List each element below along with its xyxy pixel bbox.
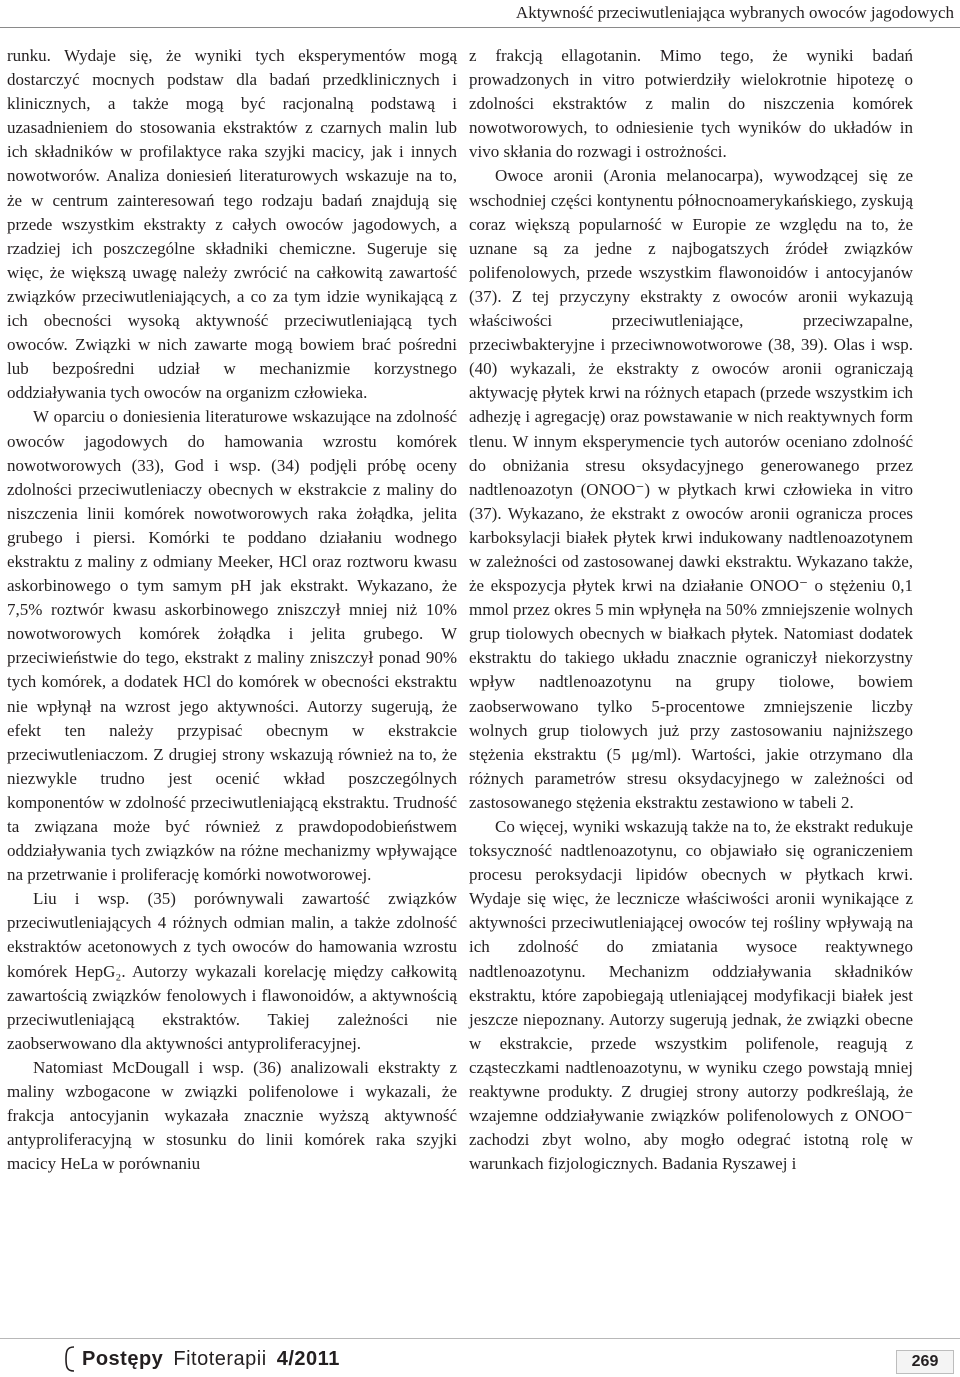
journal-name-2: Fitoterapii: [173, 1348, 267, 1370]
footer-rule: [0, 1338, 960, 1339]
header-rule: [0, 27, 960, 28]
bracket-ornament-icon: [64, 1346, 76, 1372]
paragraph: z frakcją ellagotanin. Mimo tego, że wyniki badań prowadzonych in vitro potwierdziły wielokrotnie hipotezę o zdolności ekstraktów z malin do niszczenia komórek nowotworowych, to odniesienie tych wyników do układów in vivo skłania do rozwagi i ostrożności.: [469, 46, 913, 162]
page-number: 269: [896, 1350, 954, 1374]
journal-issue: 4/2011: [276, 1348, 340, 1370]
paragraph: W oparciu o doniesienia literaturowe wskazujące na zdolność owoców jagodowych do hamowania wzrostu komórek nowotworowych (33), God i wsp. (34) podjęli próbę oceny zdolności przeciwutleniaczy obecnych w ekstrakcie z maliny do niszczenia linii komórek nowotworowych raka żołądka, jelita grubego i piersi. Komórki te poddano działaniu wodnego ekstraktu z maliny z odmiany Meeker, HCl oraz roztworu kwasu askorbinowego o tym samym pH jak ekstrakt. Wykazano, że 7,5% roztwór kwasu askorbinowego zniszczył mniej niż 10% nowotworowych komórek żołądka i jelita grubego. W przeciwieństwie do tego, ekstrakt z maliny zniszczył ponad 90% tych komórek, a dodatek HCl do komórek w obecności ekstraktu nie wpłynął na wzrost jego aktywności. Autorzy sugerują, że efekt ten należy przypisać obecnym w ekstrakcie przeciwutleniaczom. Z drugiej strony wskazują również na to, że niezwykle trudno jest ocenić wkład poszczególnych komponentów w zdolność przeciwutleniającą ekstraktu. Trudność ta związana może być również z prawdopodobieństwem oddziaływania tych związków na różne mechanizmy wpływające na przetrwanie i proliferację komórki nowotworowej.: [7, 407, 457, 885]
paragraph: runku. Wydaje się, że wyniki tych eksperymentów mogą dostarczyć mocnych podstaw dla badań przedklinicznych i klinicznych, a także mogą być racjonalną podstawą i uzasadnieniem do stosowania ekstraktów z czarnych malin lub ich składników w profilaktyce raka szyjki macicy, jak i innych nowotworów. Analiza doniesień literaturowych wskazuje na to, że w centrum zainteresowań tego rodzaju badań znajdują się przede wszystkim ekstrakty z całych owoców jagodowych, a rzadziej ich poszczególne składniki chemiczne. Sugeruje się więc, że większą uwagę należy zwrócić na całkowitą zawartość związków przeciwutleniających, a co za tym idzie wynikającą z ich obecności wysoką aktywność przeciwutleniającą tych owoców. Związki w nich zawarte mogą bowiem brać pośredni lub bezpośredni udział w mechanizmie korzystnego oddziaływania tych owoców na organizm człowieka.: [7, 46, 457, 403]
paragraph: Natomiast McDougall i wsp. (36) analizowali ekstrakty z maliny wzbogacone w związki polifenolowe i wykazali, że frakcja antocyjanin wykazała znacznie wyższą aktywność antyproliferacyjną w stosunku do linii komórek raka szyjki macicy HeLa w porównaniu: [7, 1057, 457, 1174]
paragraph: Liu i wsp. (35) porównywali zawartość związków przeciwutleniających 4 różnych odmian malin, a także zdolność ekstraktów acetonowych z tych owoców do hamowania wzrostu komórek HepG₂. Autorzy wykazali korelację między całkowitą zawartością związków fenolowych i flawonoidów, a aktywnością przeciwutleniającą ekstraktów. Takiej zależności nie zaobserwowano dla aktywności antyproliferacyjnej.: [7, 889, 457, 1053]
right-column: [469, 44, 913, 1176]
running-title: Aktywność przeciwutleniająca wybranych owoców jagodowych: [515, 3, 954, 22]
left-column: [7, 44, 457, 1176]
paragraph: Owoce aronii (Aronia melanocarpa), wywodzącej się ze wschodniej części kontynentu północnoamerykańskiego, zyskują coraz większą popularność w Europie ze względu na to, że uznane są za jedne z najbogatszych źródeł związków polifenolowych, przede wszystkim flawonoidów i antocyjanów (37). Z tej przyczyny ekstrakty z owoców aronii wykazują właściwości przeciwutleniające, przeciwzapalne, przeciwbakteryjne i przeciwnowotworowe (38, 39). Olas i wsp. (40) wykazali, że ekstrakty z owoców aronii ograniczają aktywację płytek krwi na różnych etapach (przede wszystkim ich adhezję i agregację) oraz powstawanie w nich reaktywnych form tlenu. W innym eksperymencie tych autorów oceniano zdolność do obniżania stresu oksydacyjnego generowanego przez nadtlenoazotyn (ONOO⁻) w płytkach krwi człowieka in vitro (37). Wykazano, że ekstrakt z owoców aronii ogranicza proces karboksylacji białek płytek krwi indukowany nadtlenoazotynem w zależności od zastosowanej dawki ekstraktu. Wykazano także, że ekspozycja płytek krwi na działanie ONOO⁻ o stężeniu 0,1 mmol przez okres 5 min wpłynęła na 50% zmniejszenie wolnych grup tiolowych obecnych w białkach płytek. Natomiast dodatek ekstraktu do takiego układu znacznie ograniczył niekorzystny wpływ nadtlenoazotynu na grupy tiolowe, bowiem zaobserwowano tylko 5-procentowe zmniejszenie liczby wolnych grup tiolowych już przy zastosowaniu najniższego stężenia ekstraktu (5 μg/ml). Wartości, jakie otrzymano dla różnych parametrów stresu oksydacyjnego w zależności od zastosowanego stężenia ekstraktu zestawiono w tabeli 2.: [469, 166, 913, 812]
paragraph: Co więcej, wyniki wskazują także na to, że ekstrakt redukuje toksyczność nadtlenoazotynu, co objawiało się ograniczeniem procesu peroksydacji lipidów obecnych w płytkach krwi. Wydaje się więc, że lecznicze właściwości aronii wynikające z aktywności przeciwutleniającej owoców tej rośliny wpływają na ich zdolność do zmiatania wysoce reaktywnego nadtlenoazotynu. Mechanizm oddziaływania składników ekstraktu, które zapobiegają utleniającej modyfikacji białek jest jeszcze niepoznany. Autorzy sugerują jednak, że związki obecne w ekstrakcie, przede wszystkim polifenole, reagują z cząsteczkami nadtlenoazotynu, w wyniku czego powstają mniej reaktywne produkty. Z drugiej strony autorzy podkreślają, że wzajemne oddziaływanie związków polifenolowych z ONOO⁻ zachodzi zbyt wolno, aby mogło odegrać istotną rolę w warunkach fizjologicznych. Badania Ryszawej i: [469, 817, 913, 1174]
journal-title: [82, 1348, 340, 1371]
journal-name: Postępy: [82, 1348, 164, 1370]
page-footer: [0, 1340, 960, 1377]
